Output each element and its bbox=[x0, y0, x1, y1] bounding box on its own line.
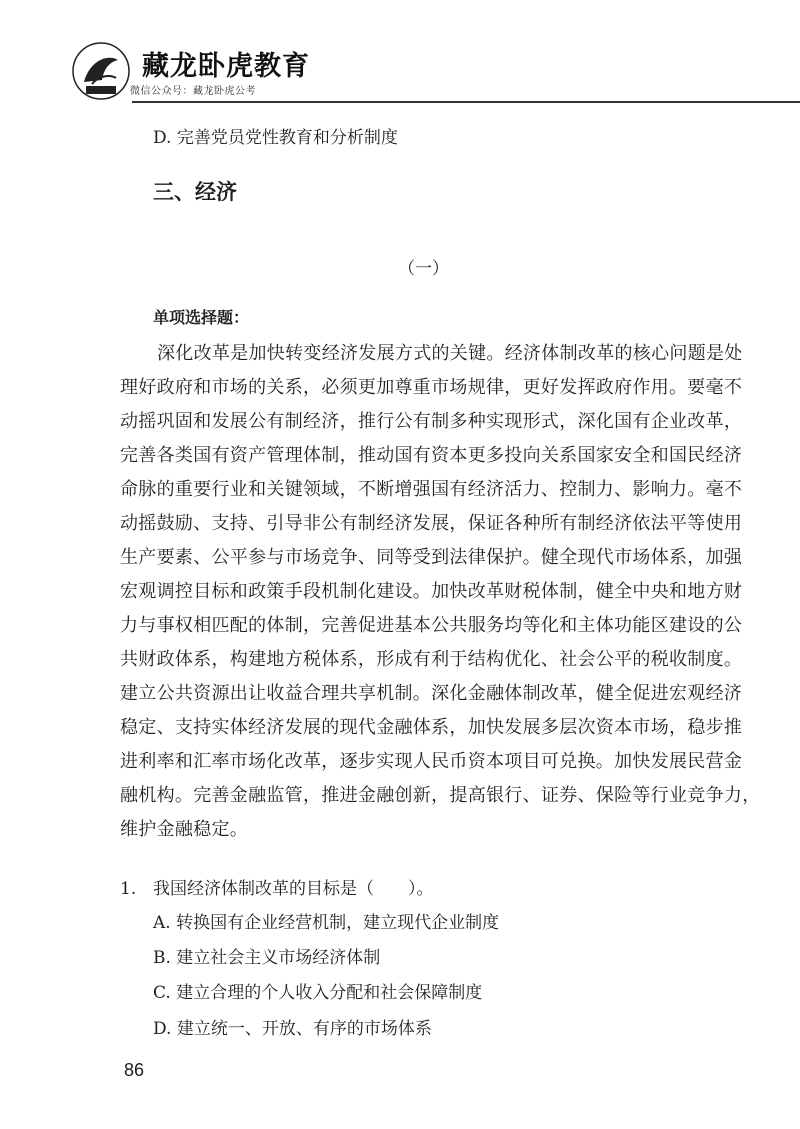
passage-line: 建立公共资源出让收益合理共享机制。深化金融体制改革，健全促进宏观经济 bbox=[120, 683, 743, 704]
option-a: A. 转换国有企业经营机制，建立现代企业制度 bbox=[153, 913, 500, 933]
passage-line: 维护金融稳定。 bbox=[120, 819, 249, 840]
reading-passage bbox=[120, 342, 761, 852]
previous-question-option-d: D. 完善党员党性教育和分析制度 bbox=[153, 128, 398, 148]
passage-line: 力与事权相匹配的体制，完善促进基本公共服务均等化和主体功能区建设的公 bbox=[120, 615, 743, 636]
section-title: 三、经济 bbox=[153, 180, 237, 204]
passage-line: 生产要素、公平参与市场竞争、同等受到法律保护。健全现代市场体系，加强 bbox=[120, 547, 743, 568]
passage-line: 共财政体系，构建地方税体系，形成有利于结构优化、社会公平的税收制度。 bbox=[120, 649, 743, 670]
passage-line: 稳定、支持实体经济发展的现代金融体系，加快发展多层次资本市场，稳步推 bbox=[120, 717, 743, 738]
page-number: 86 bbox=[124, 1060, 145, 1080]
question-text: 我国经济体制改革的目标是（ ）。 bbox=[153, 879, 434, 899]
subsection-number: （一） bbox=[398, 259, 449, 279]
question-number: 1. bbox=[120, 879, 137, 899]
passage-line: 理好政府和市场的关系，必须更加尊重市场规律，更好发挥政府作用。要毫不 bbox=[120, 377, 743, 398]
option-c: C. 建立合理的个人收入分配和社会保障制度 bbox=[153, 983, 483, 1003]
brand-title: 藏龙卧虎教育 bbox=[142, 51, 310, 82]
question-1 bbox=[120, 874, 434, 899]
passage-line: 深化改革是加快转变经济发展方式的关键。经济体制改革的核心问题是处 bbox=[157, 343, 743, 364]
passage-line: 动摇巩固和发展公有制经济，推行公有制多种实现形式，深化国有企业改革， bbox=[120, 411, 743, 432]
passage-line: 命脉的重要行业和关键领域，不断增强国有经济活力、控制力、影响力。毫不 bbox=[120, 479, 743, 500]
option-b: B. 建立社会主义市场经济体制 bbox=[153, 948, 381, 968]
brand-subtitle: 微信公众号：藏龙卧虎公考 bbox=[130, 86, 256, 97]
header-divider bbox=[132, 101, 800, 103]
logo-emblem-icon bbox=[70, 40, 132, 102]
page-header bbox=[70, 38, 800, 108]
passage-line: 融机构。完善金融监管，推进金融创新，提高银行、证券、保险等行业竞争力， bbox=[120, 785, 761, 806]
passage-line: 动摇鼓励、支持、引导非公有制经济发展，保证各种所有制经济依法平等使用 bbox=[120, 513, 743, 534]
passage-line: 宏观调控目标和政策手段机制化建设。加快改革财税体制，健全中央和地方财 bbox=[120, 581, 743, 602]
question-type-heading: 单项选择题： bbox=[153, 308, 250, 327]
passage-line: 完善各类国有资产管理体制，推动国有资本更多投向关系国家安全和国民经济 bbox=[120, 445, 743, 466]
passage-line: 进利率和汇率市场化改革，逐步实现人民币资本项目可兑换。加快发展民营金 bbox=[120, 751, 743, 772]
option-d: D. 建立统一、开放、有序的市场体系 bbox=[153, 1019, 432, 1039]
